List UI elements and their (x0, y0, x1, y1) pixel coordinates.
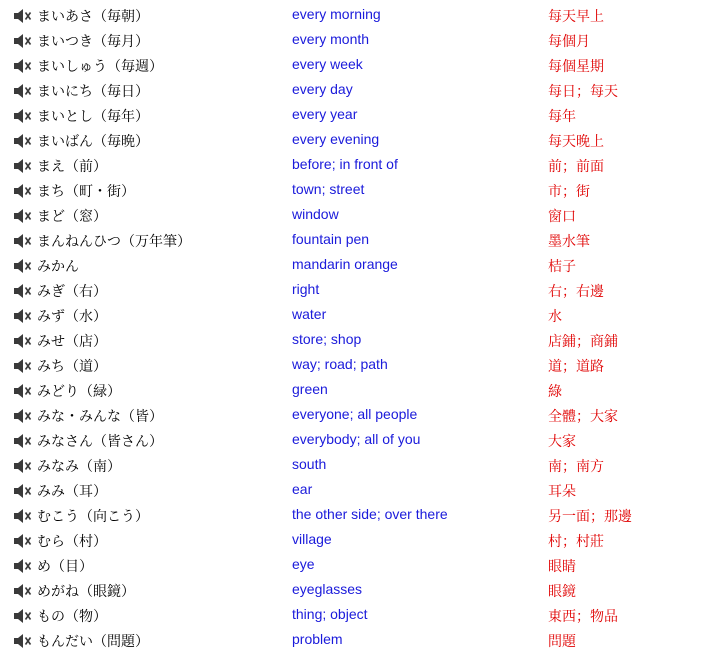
english-meaning: way; road; path (292, 356, 388, 372)
chinese-meaning: 水 (548, 309, 562, 325)
speaker-icon[interactable] (13, 58, 33, 74)
speaker-icon[interactable] (13, 458, 33, 474)
vocab-row (0, 3, 720, 28)
vocab-row (0, 603, 720, 628)
chinese-meaning: 前；前面 (548, 159, 604, 175)
chinese-meaning: 大家 (548, 434, 576, 450)
english-meaning: thing; object (292, 606, 368, 622)
vocab-row (0, 478, 720, 503)
chinese-meaning: 村；村莊 (548, 534, 604, 550)
vocab-row (0, 53, 720, 78)
kana-word: まいあさ（毎朝） (37, 9, 149, 25)
kana-word: むら（村） (37, 534, 107, 550)
chinese-meaning: 每日；每天 (548, 84, 618, 100)
english-meaning: town; street (292, 181, 365, 197)
speaker-icon[interactable] (13, 633, 33, 649)
vocab-list (0, 3, 720, 653)
kana-word: まんねんひつ（万年筆） (37, 234, 191, 250)
vocab-row (0, 153, 720, 178)
speaker-icon[interactable] (13, 433, 33, 449)
speaker-icon[interactable] (13, 8, 33, 24)
english-meaning: every morning (292, 6, 381, 22)
chinese-meaning: 綠 (548, 384, 562, 400)
english-meaning: green (292, 381, 328, 397)
chinese-meaning: 每天晚上 (548, 134, 604, 150)
chinese-meaning: 眼睛 (548, 559, 576, 575)
english-meaning: store; shop (292, 331, 362, 347)
vocab-row (0, 503, 720, 528)
kana-word: みどり（緑） (37, 384, 121, 400)
kana-word: みなさん（皆さん） (37, 434, 163, 450)
chinese-meaning: 窗口 (548, 209, 576, 225)
chinese-meaning: 右；右邊 (548, 284, 604, 300)
kana-word: まど（窓） (37, 209, 107, 225)
chinese-meaning: 桔子 (548, 259, 576, 275)
kana-word: みせ（店） (37, 334, 107, 350)
vocab-row (0, 78, 720, 103)
english-meaning: every week (292, 56, 363, 72)
kana-word: まいばん（毎晩） (37, 134, 149, 150)
kana-word: め（目） (37, 559, 93, 575)
vocab-row (0, 453, 720, 478)
kana-word: まえ（前） (37, 159, 107, 175)
speaker-icon[interactable] (13, 283, 33, 299)
english-meaning: the other side; over there (292, 506, 448, 522)
chinese-meaning: 東西；物品 (548, 609, 618, 625)
english-meaning: eyeglasses (292, 581, 363, 597)
english-meaning: fountain pen (292, 231, 370, 247)
speaker-icon[interactable] (13, 308, 33, 324)
vocab-row (0, 328, 720, 353)
kana-word: もの（物） (37, 609, 107, 625)
vocab-row (0, 403, 720, 428)
chinese-meaning: 耳朵 (548, 484, 576, 500)
english-meaning: water (292, 306, 327, 322)
vocab-row (0, 178, 720, 203)
kana-word: めがね（眼鏡） (37, 584, 135, 600)
english-meaning: problem (292, 631, 343, 647)
english-meaning: everybody; all of you (292, 431, 421, 447)
vocab-row (0, 228, 720, 253)
chinese-meaning: 市；街 (548, 184, 590, 200)
chinese-meaning: 每年 (548, 109, 576, 125)
chinese-meaning: 每個月 (548, 34, 590, 50)
english-meaning: village (292, 531, 332, 547)
speaker-icon[interactable] (13, 408, 33, 424)
vocab-row (0, 278, 720, 303)
vocab-row (0, 128, 720, 153)
english-meaning: ear (292, 481, 313, 497)
kana-word: まいにち（毎日） (37, 84, 149, 100)
chinese-meaning: 每天早上 (548, 9, 604, 25)
vocab-row (0, 353, 720, 378)
speaker-icon[interactable] (13, 383, 33, 399)
kana-word: まいつき（毎月） (37, 34, 149, 50)
chinese-meaning: 南；南方 (548, 459, 604, 475)
chinese-meaning: 問題 (548, 634, 576, 650)
vocab-row (0, 103, 720, 128)
kana-word: もんだい（問題） (37, 634, 149, 650)
chinese-meaning: 每個星期 (548, 59, 604, 75)
speaker-icon[interactable] (13, 508, 33, 524)
english-meaning: every month (292, 31, 370, 47)
english-meaning: every evening (292, 131, 380, 147)
chinese-meaning: 眼鏡 (548, 584, 576, 600)
chinese-meaning: 道；道路 (548, 359, 604, 375)
speaker-icon[interactable] (13, 183, 33, 199)
speaker-icon[interactable] (13, 358, 33, 374)
kana-word: むこう（向こう） (37, 509, 149, 525)
kana-word: みず（水） (37, 309, 107, 325)
english-meaning: every year (292, 106, 358, 122)
kana-word: みな・みんな（皆） (37, 409, 163, 425)
speaker-icon[interactable] (13, 258, 33, 274)
vocab-row (0, 628, 720, 653)
speaker-icon[interactable] (13, 608, 33, 624)
english-meaning: right (292, 281, 320, 297)
speaker-icon[interactable] (13, 233, 33, 249)
kana-word: まち（町・街） (37, 184, 135, 200)
speaker-icon[interactable] (13, 33, 33, 49)
chinese-meaning: 店鋪；商鋪 (548, 334, 618, 350)
speaker-icon[interactable] (13, 108, 33, 124)
speaker-icon[interactable] (13, 158, 33, 174)
kana-word: みみ（耳） (37, 484, 107, 500)
vocab-row (0, 553, 720, 578)
speaker-icon[interactable] (13, 333, 33, 349)
english-meaning: eye (292, 556, 315, 572)
kana-word: みぎ（右） (37, 284, 107, 300)
kana-word: みち（道） (37, 359, 107, 375)
english-meaning: every day (292, 81, 353, 97)
english-meaning: mandarin orange (292, 256, 398, 272)
speaker-icon[interactable] (13, 583, 33, 599)
english-meaning: before; in front of (292, 156, 398, 172)
kana-word: みかん (37, 259, 79, 275)
kana-word: みなみ（南） (37, 459, 121, 475)
kana-word: まいとし（毎年） (37, 109, 149, 125)
english-meaning: window (292, 206, 339, 222)
english-meaning: south (292, 456, 327, 472)
vocab-row (0, 28, 720, 53)
speaker-icon[interactable] (13, 558, 33, 574)
vocab-row (0, 303, 720, 328)
speaker-icon[interactable] (13, 208, 33, 224)
kana-word: まいしゅう（毎週） (37, 59, 163, 75)
vocab-row (0, 428, 720, 453)
chinese-meaning: 墨水筆 (548, 234, 590, 250)
speaker-icon[interactable] (13, 83, 33, 99)
vocab-row (0, 203, 720, 228)
english-meaning: everyone; all people (292, 406, 418, 422)
chinese-meaning: 全體；大家 (548, 409, 618, 425)
speaker-icon[interactable] (13, 133, 33, 149)
vocab-row (0, 528, 720, 553)
speaker-icon[interactable] (13, 483, 33, 499)
vocab-row (0, 378, 720, 403)
chinese-meaning: 另一面；那邊 (548, 509, 632, 525)
vocab-row (0, 578, 720, 603)
vocab-row (0, 253, 720, 278)
speaker-icon[interactable] (13, 533, 33, 549)
